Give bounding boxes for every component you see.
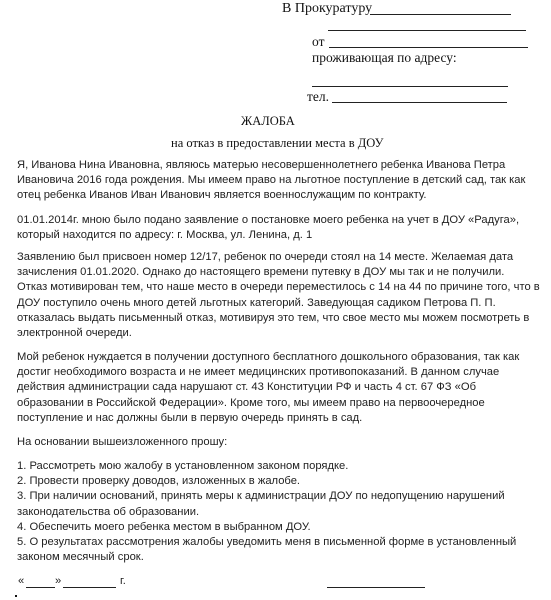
text-line: электронной очереди.	[17, 327, 132, 340]
recipient-blank	[370, 14, 511, 15]
text-line: Ивановича 2016 года рождения. Мы имеем право на льготное поступление в детский сад, так как	[17, 174, 526, 187]
text-line: зачисления 01.01.2020. Однако до настоящего времени путевку в ДОУ мы так и не получили.	[17, 266, 505, 279]
address-label: проживающая по адресу:	[312, 50, 457, 65]
request-list	[17, 459, 542, 565]
phone-blank	[332, 102, 507, 103]
text-line: образовании в Российской Федерации». Кроме того, мы имеем право на первоочередное	[17, 396, 485, 409]
signature-blank	[327, 587, 425, 588]
corner-mark	[15, 595, 17, 597]
paragraph-application	[17, 213, 542, 243]
text-line: Отказ мотивирован тем, что наше место в очереди переместилось с 14 на 44 по причине того, что в	[17, 281, 540, 294]
phone-label: тел.	[307, 89, 330, 104]
list-item: 3. При наличии оснований, принять меры к администрации ДОУ по недопущению нарушений	[17, 490, 505, 503]
list-item: 2. Провести проверку доводов, изложенных в жалобе.	[17, 475, 301, 488]
list-item: законом месячный срок.	[17, 551, 144, 564]
date-open-quote: «	[18, 575, 25, 587]
text-line: Заявлению был присвоен номер 12/17, ребенок по очереди стоял на 14 месте. Желаемая дата	[17, 251, 514, 263]
list-item: 1. Рассмотреть мою жалобу в установленном законом порядке.	[17, 460, 349, 472]
recipient-line-2	[328, 30, 526, 31]
text-line: Я, Иванова Нина Ивановна, являюсь матерью несовершеннолетнего ребенка Иванова Петра	[17, 159, 506, 171]
text-line: достиг необходимого возраста и не имеет медицинских противопоказаний. В данном случае	[17, 366, 500, 379]
recipient-label: В Прокуратуру	[282, 1, 373, 16]
document-title: ЖАЛОБА	[241, 114, 295, 128]
paragraph-request-intro	[17, 435, 542, 450]
sender-blank	[329, 47, 528, 48]
date-year-suffix: г.	[120, 575, 126, 587]
paragraph-rights	[17, 350, 542, 426]
text-line: который находится по адресу: г. Москва, ул. Ленина, д. 1	[17, 229, 313, 242]
list-item: 4. Обеспечить моего ребенка местом в выбранном ДОУ.	[17, 520, 311, 533]
text-line: ДОУ поступило очень много детей льготных категорий. Заведующая садиком Петрова П. П.	[17, 296, 496, 309]
text-line: поступление и нас должны были в первую очередь принять в сад.	[17, 411, 363, 424]
paragraph-queue	[17, 250, 542, 341]
text-line: отказалась выдать письменный отказ, мотивируя это тем, что свое место мы можем посмотреть в	[17, 311, 530, 324]
date-close-quote: »	[55, 575, 62, 587]
paragraph-intro	[17, 158, 542, 204]
document-subtitle: на отказ в предоставлении места в ДОУ	[171, 136, 384, 150]
text-line: отец ребенка Иванов Иван Иванович является военнослужащим по контракту.	[17, 189, 427, 202]
list-item: законодательства об образовании.	[17, 505, 200, 518]
text-line: действия администрации сада нарушают ст. 43 Конституции РФ и часть 4 ст. 67 ФЗ «Об	[17, 381, 476, 394]
text-line: 01.01.2014г. мною было подано заявление о постановке моего ребенка на учет в ДОУ «Радуга»,	[17, 214, 520, 226]
list-item: 5. О результатах рассмотрения жалобы уведомить меня в письменной форме в установленный	[17, 536, 517, 549]
text-line: Мой ребенок нуждается в получении доступного бесплатного дошкольного образования, так как	[17, 351, 520, 363]
sender-label: от	[312, 34, 325, 49]
date-day-blank	[26, 587, 55, 588]
address-blank	[312, 86, 508, 87]
text-line: На основании вышеизложенного прошу:	[17, 436, 228, 448]
date-month-blank	[63, 587, 116, 588]
